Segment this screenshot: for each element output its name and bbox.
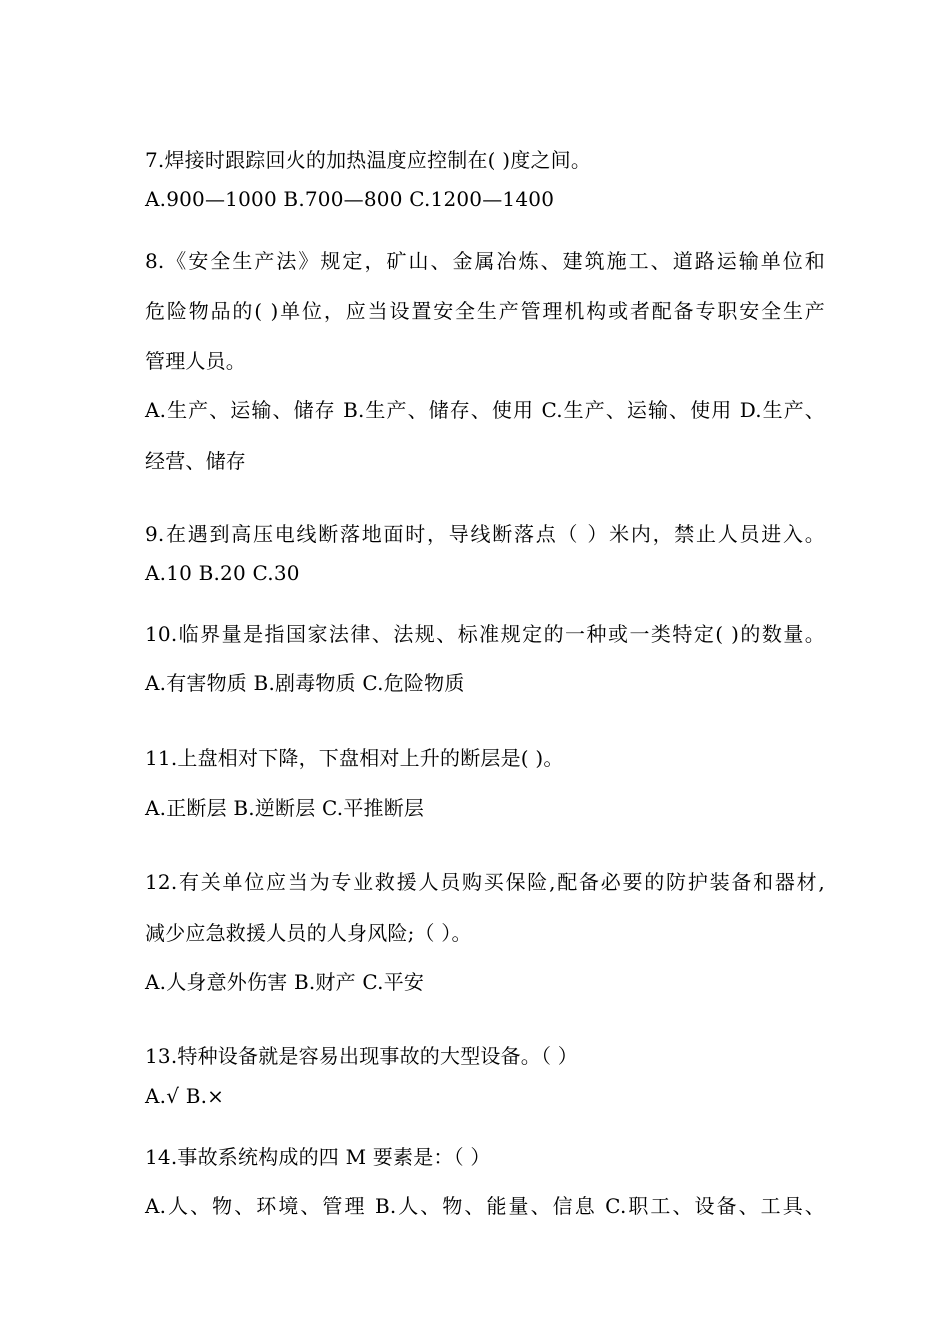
question-13-options: A.√ B.× — [145, 1084, 225, 1108]
question-11-text: 11.上盘相对下降，下盘相对上升的断层是( )。 — [145, 746, 564, 770]
question-14-text: 14.事故系统构成的四 M 要素是：（ ） — [145, 1145, 491, 1169]
question-8-text-line-3: 管理人员。 — [145, 349, 246, 373]
question-12-options: A.人身意外伤害 B.财产 C.平安 — [145, 970, 425, 994]
question-7-text: 7.焊接时跟踪回火的加热温度应控制在( )度之间。 — [145, 148, 592, 172]
question-10-options: A.有害物质 B.剧毒物质 C.危险物质 — [145, 671, 465, 695]
question-8-text-line-2: 危险物品的( )单位，应当设置安全生产管理机构或者配备专职安全生产 — [145, 299, 825, 323]
question-8-options-line-2: 经营、储存 — [145, 449, 246, 473]
question-12-text-line-1: 12.有关单位应当为专业救援人员购买保险,配备必要的防护装备和器材, — [145, 870, 825, 894]
question-12-text-line-2: 减少应急救援人员的人身风险;（ ）。 — [145, 921, 472, 945]
question-9-options: A.10 B.20 C.30 — [145, 561, 300, 585]
question-11-options: A.正断层 B.逆断层 C.平推断层 — [145, 796, 425, 820]
question-7-options: A.900—1000 B.700—800 C.1200—1400 — [145, 187, 555, 211]
question-8-options-line-1: A.生产、运输、储存 B.生产、储存、使用 C.生产、运输、使用 D.生产、 — [145, 398, 825, 422]
question-14-options: A.人、物、环境、管理 B.人、物、能量、信息 C.职工、设备、工具、 — [145, 1194, 825, 1218]
question-9-text: 9.在遇到高压电线断落地面时，导线断落点（ ）米内，禁止人员进入。 — [145, 522, 825, 546]
question-10-text: 10.临界量是指国家法律、法规、标准规定的一种或一类特定( )的数量。 — [145, 622, 825, 646]
question-8-text-line-1: 8.《安全生产法》规定，矿山、金属冶炼、建筑施工、道路运输单位和 — [145, 249, 825, 273]
question-13-text: 13.特种设备就是容易出现事故的大型设备。（ ） — [145, 1044, 578, 1068]
